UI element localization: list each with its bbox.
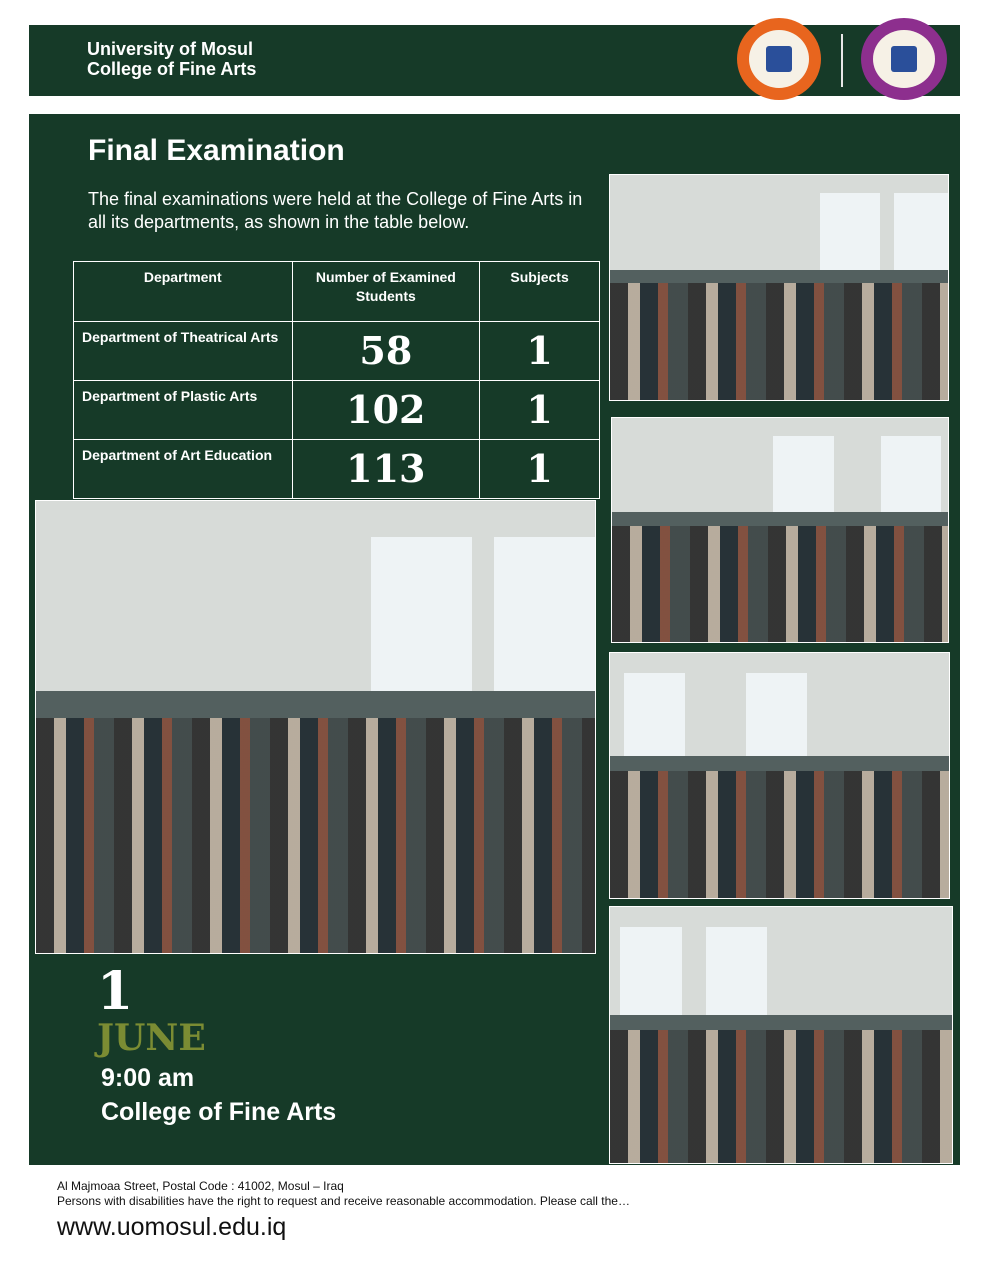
students-count: 58 bbox=[292, 322, 480, 381]
exam-hall-photo bbox=[35, 500, 596, 954]
university-of-mosul-logo bbox=[737, 18, 821, 100]
event-place: College of Fine Arts bbox=[101, 1098, 337, 1126]
exam-hall-photo bbox=[611, 417, 949, 643]
students-count: 102 bbox=[292, 381, 480, 440]
column-header-subjects: Subjects bbox=[480, 262, 600, 322]
table-row bbox=[74, 381, 600, 440]
exam-hall-photo bbox=[609, 174, 949, 401]
table-row bbox=[74, 440, 600, 499]
exam-hall-photo bbox=[609, 652, 950, 899]
event-month: JUNE bbox=[97, 1017, 206, 1059]
university-name: University of Mosul bbox=[87, 39, 254, 59]
column-header-students: Number of Examined Students bbox=[292, 262, 480, 322]
intro-text: The final examinations were held at the College of Fine Arts in all its departments, as shown in the table below. bbox=[88, 189, 583, 232]
exam-hall-photo bbox=[609, 906, 953, 1164]
college-name: College of Fine Arts bbox=[87, 59, 257, 79]
logo-divider bbox=[841, 34, 843, 87]
header-banner bbox=[29, 25, 960, 96]
header-title bbox=[87, 39, 256, 79]
page-title: Final Examination bbox=[88, 134, 345, 167]
subjects-count: 1 bbox=[480, 381, 600, 440]
department-name: Department of Plastic Arts bbox=[74, 381, 293, 440]
footer-address: Al Majmoaa Street, Postal Code : 41002, Mosul – Iraq bbox=[57, 1179, 344, 1193]
main-panel bbox=[29, 114, 960, 1165]
table-row bbox=[74, 322, 600, 381]
results-table bbox=[73, 261, 600, 499]
subjects-count: 1 bbox=[480, 440, 600, 499]
column-header-department: Department bbox=[74, 262, 293, 322]
event-time: 9:00 am bbox=[101, 1064, 195, 1092]
footer-accessibility-note: Persons with disabilities have the right to request and receive reasonable accommodation. Please call the… bbox=[57, 1194, 630, 1208]
table-header-row bbox=[74, 262, 600, 322]
students-count: 113 bbox=[292, 440, 480, 499]
event-day: 1 bbox=[97, 961, 134, 1022]
footer-info bbox=[57, 1179, 630, 1209]
department-name: Department of Theatrical Arts bbox=[74, 322, 293, 381]
college-of-fine-arts-logo bbox=[861, 18, 947, 100]
department-name: Department of Art Education bbox=[74, 440, 293, 499]
website-link[interactable]: www.uomosul.edu.iq bbox=[57, 1213, 287, 1241]
subjects-count: 1 bbox=[480, 322, 600, 381]
